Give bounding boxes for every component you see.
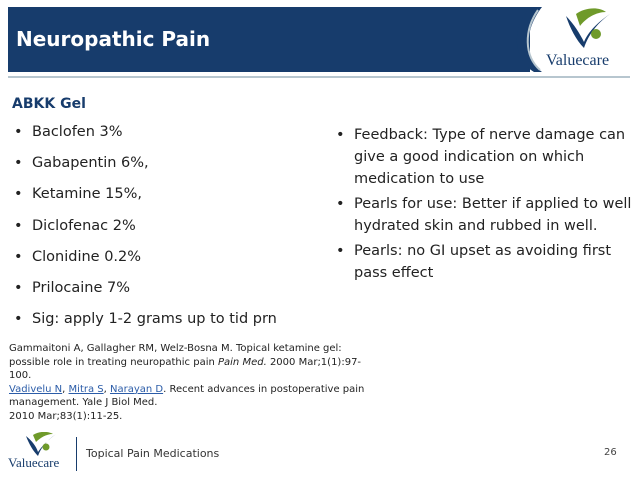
- bullet-icon: •: [14, 155, 23, 172]
- author-link-vadivelu[interactable]: Vadivelu N: [9, 383, 63, 395]
- list-item-text: Baclofen 3%: [32, 124, 123, 140]
- reference-2-text: . Recent advances in postoperative pain management. Yale J Biol Med.: [9, 383, 365, 409]
- reference-2-date: 2010 Mar;83(1):11-25.: [9, 410, 123, 422]
- footer-title: Topical Pain Medications: [86, 447, 220, 460]
- leaf-swoosh-logo-icon: [540, 8, 636, 54]
- reference-1-journal: Pain Med.: [218, 356, 267, 368]
- list-item: [336, 124, 632, 190]
- slide-header: [0, 0, 638, 82]
- list-item-text: Clonidine 0.2%: [32, 248, 142, 265]
- bullet-icon: •: [14, 124, 23, 140]
- list-item: [336, 240, 632, 284]
- list-item-text: Diclofenac 2%: [32, 217, 136, 234]
- bullet-icon: •: [14, 248, 23, 265]
- notes-list: [336, 124, 632, 287]
- list-item: [14, 309, 334, 340]
- bullet-icon: •: [14, 279, 23, 296]
- bullet-icon: •: [336, 243, 345, 259]
- footer-divider: [76, 437, 77, 471]
- list-item-text: Gabapentin 6%,: [32, 155, 149, 172]
- bullet-icon: •: [14, 217, 23, 234]
- list-item: [14, 153, 334, 184]
- author-link-narayan[interactable]: Narayan D: [109, 383, 164, 395]
- author-link-mitra[interactable]: Mitra S: [68, 383, 104, 395]
- reference-2: Vadivelu N, Mitra S, Narayan D. Recent advances in postoperative pain management. Yale J Biol Med.: [9, 383, 365, 409]
- references: [9, 342, 369, 424]
- list-item: [14, 247, 334, 278]
- list-item: [336, 193, 632, 237]
- list-item-text: Ketamine 15%,: [32, 186, 142, 203]
- reference-1-text: Gammaitoni A, Gallagher RM, Welz-Bosna M. Topical ketamine gel: possible role in treating neuropathic pain: [9, 343, 342, 368]
- reference-1-tail: 2000 Mar;1(1):97-100.: [9, 356, 362, 382]
- footer-logo-wordmark: Valuecare: [8, 455, 60, 470]
- valuecare-logo: [540, 8, 636, 74]
- header-rule: [8, 76, 630, 78]
- list-item: [14, 216, 334, 247]
- section-subtitle: ABKK Gel: [12, 96, 86, 112]
- slide-title: Neuropathic Pain: [16, 27, 211, 51]
- list-item: [14, 122, 334, 153]
- list-item-text: Sig: apply 1-2 grams up to tid prn: [32, 311, 277, 328]
- bullet-icon: •: [336, 196, 345, 212]
- reference-1: [9, 342, 369, 383]
- list-item: [14, 184, 334, 215]
- ingredient-list: [14, 122, 334, 340]
- bullet-icon: •: [336, 127, 345, 143]
- logo-wordmark: Valuecare: [546, 52, 610, 69]
- bullet-icon: •: [14, 311, 23, 328]
- bullet-icon: •: [14, 186, 23, 203]
- list-item-text: Prilocaine 7%: [32, 279, 130, 296]
- list-item: [14, 278, 334, 309]
- list-item-text: Feedback: Type of nerve damage can give a good indication on which medication to use: [354, 127, 626, 187]
- list-item-text: Pearls for use: Better if applied to well hydrated skin and rubbed in well.: [354, 196, 632, 234]
- page-number: 26: [604, 447, 617, 458]
- footer-valuecare-logo: [6, 432, 76, 476]
- list-item-text: Pearls: no GI upset as avoiding first pass effect: [354, 243, 612, 281]
